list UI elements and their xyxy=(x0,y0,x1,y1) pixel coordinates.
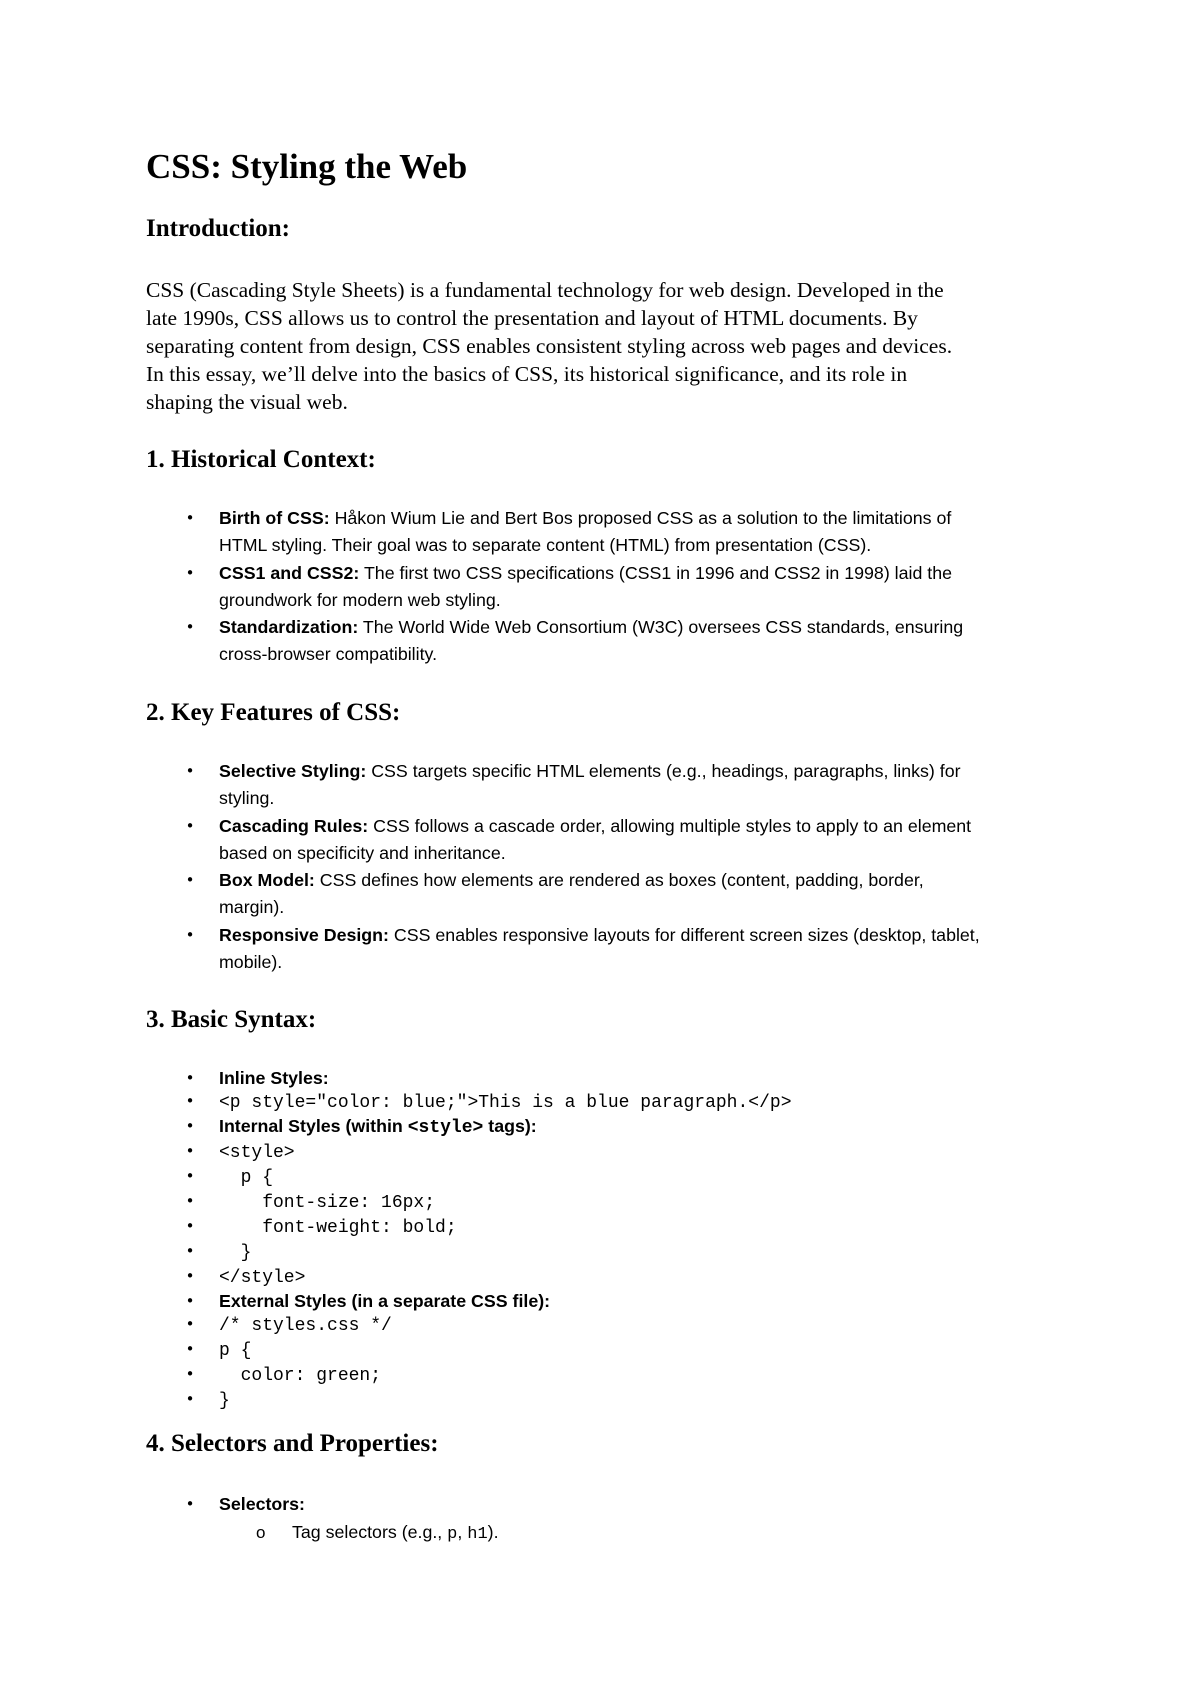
item-label: Standardization: xyxy=(219,617,359,638)
internal-styles-label xyxy=(219,1116,537,1136)
code-line: p { xyxy=(219,1168,274,1188)
circle-bullet-icon: o xyxy=(256,1523,266,1542)
item-label: Birth of CSS: xyxy=(219,508,330,528)
sub-item-text: ). xyxy=(487,1522,499,1542)
code-line: <style> xyxy=(219,1143,295,1163)
list-item xyxy=(0,1165,1100,1190)
list-item xyxy=(0,1115,1100,1140)
item-line: margin). xyxy=(219,897,285,918)
code-line: font-weight: bold; xyxy=(219,1218,457,1238)
list-item xyxy=(0,505,1100,560)
list-item xyxy=(0,867,1100,922)
inline-styles-label: Inline Styles: xyxy=(219,1068,329,1088)
list-item xyxy=(0,1363,1100,1388)
code-line: color: green; xyxy=(219,1366,382,1386)
bullet-icon: • xyxy=(185,871,195,890)
item-line xyxy=(219,813,1100,840)
selectors-heading: 4. Selectors and Properties: xyxy=(146,1430,439,1457)
bullet-icon: • xyxy=(185,816,195,835)
selectors-label: Selectors: xyxy=(219,1494,305,1514)
item-text: CSS defines how elements are rendered as boxes (content, padding, border, xyxy=(314,870,924,891)
bullet-icon: • xyxy=(185,762,195,780)
intro-heading: Introduction: xyxy=(146,215,291,242)
bullet-icon: • xyxy=(185,1315,195,1333)
item-line xyxy=(219,867,1100,894)
list-item xyxy=(0,922,1100,977)
item-text: The World Wide Web Consortium (W3C) oversees CSS standards, ensuring xyxy=(358,617,964,638)
list-item xyxy=(0,1215,1100,1240)
inline-code: <style> xyxy=(407,1118,484,1138)
code-line: } xyxy=(219,1243,252,1263)
list-item xyxy=(0,1338,1100,1363)
intro-line: late 1990s, CSS allows us to control the presentation and layout of HTML documents. By xyxy=(146,306,918,330)
selectors-list xyxy=(0,1491,1100,1518)
item-label: CSS1 and CSS2: xyxy=(219,562,360,583)
item-line: styling. xyxy=(219,788,275,809)
bullet-icon: • xyxy=(185,1192,195,1210)
list-item xyxy=(0,1067,1100,1090)
item-label: Cascading Rules: xyxy=(219,815,369,836)
inline-code: h1 xyxy=(467,1525,488,1544)
intro-line: CSS (Cascading Style Sheets) is a fundamental technology for web design. Developed in the xyxy=(146,278,944,302)
item-text: CSS targets specific HTML elements (e.g., headings, paragraphs, links) for xyxy=(366,761,961,781)
bullet-icon: • xyxy=(185,1117,195,1135)
list-item xyxy=(0,614,1100,669)
sub-item-text: Tag selectors (e.g., xyxy=(292,1522,448,1542)
code-line: font-size: 16px; xyxy=(219,1193,436,1213)
item-line xyxy=(219,505,1100,532)
label-text: Internal Styles (within xyxy=(219,1116,408,1136)
code-line: <p style="color: blue;">This is a blue paragraph.</p> xyxy=(219,1093,792,1113)
code-line: /* styles.css */ xyxy=(219,1316,392,1336)
item-line: groundwork for modern web styling. xyxy=(219,589,501,610)
bullet-icon: • xyxy=(185,618,195,637)
label-text: tags): xyxy=(483,1116,537,1136)
item-text: Håkon Wium Lie and Bert Bos proposed CSS as a solution to the limitations of xyxy=(329,508,952,528)
list-item xyxy=(0,1491,1100,1518)
intro-line: shaping the visual web. xyxy=(146,390,348,414)
sub-list-item xyxy=(0,1519,499,1548)
item-line: mobile). xyxy=(219,952,283,973)
features-list xyxy=(0,758,1100,976)
code-line: </style> xyxy=(219,1268,306,1288)
list-item xyxy=(0,1090,1100,1115)
list-item xyxy=(0,1290,1100,1313)
historical-heading: 1. Historical Context: xyxy=(146,446,376,473)
bullet-icon: • xyxy=(185,1340,195,1358)
list-item xyxy=(0,758,1100,813)
bullet-icon: • xyxy=(185,1142,195,1160)
item-line: cross-browser compatibility. xyxy=(219,644,438,665)
sub-item-text: , xyxy=(457,1522,468,1542)
item-label: Responsive Design: xyxy=(219,924,389,945)
list-item xyxy=(0,1240,1100,1265)
list-item xyxy=(0,1313,1100,1338)
item-line xyxy=(219,560,1100,587)
item-line: based on specificity and inheritance. xyxy=(219,842,506,863)
item-text: CSS enables responsive layouts for different screen sizes (desktop, tablet, xyxy=(388,924,980,945)
list-item xyxy=(0,813,1100,868)
bullet-icon: • xyxy=(185,509,195,527)
bullet-icon: • xyxy=(185,1495,195,1513)
code-line: } xyxy=(219,1391,230,1411)
bullet-icon: • xyxy=(185,1242,195,1260)
document-title: CSS: Styling the Web xyxy=(146,147,468,186)
bullet-icon: • xyxy=(185,1292,195,1310)
list-item xyxy=(0,1140,1100,1165)
item-line xyxy=(219,758,1100,785)
bullet-icon: • xyxy=(185,1167,195,1185)
item-line xyxy=(219,922,1100,949)
bullet-icon: • xyxy=(185,563,195,582)
item-text: The first two CSS specifications (CSS1 in 1996 and CSS2 in 1998) laid the xyxy=(359,562,953,583)
selectors-sublist xyxy=(0,1519,499,1548)
item-label: Selective Styling: xyxy=(219,761,367,781)
item-line xyxy=(219,614,1100,641)
list-item xyxy=(0,1388,1100,1413)
code-line: p { xyxy=(219,1341,252,1361)
bullet-icon: • xyxy=(185,1365,195,1383)
bullet-icon: • xyxy=(185,925,195,944)
inline-code: p xyxy=(447,1525,458,1544)
intro-paragraph xyxy=(146,276,1066,416)
item-text: CSS follows a cascade order, allowing multiple styles to apply to an element xyxy=(368,815,972,836)
item-line: HTML styling. Their goal was to separate content (HTML) from presentation (CSS). xyxy=(219,535,872,556)
syntax-heading: 3. Basic Syntax: xyxy=(146,1006,317,1033)
list-item xyxy=(0,1190,1100,1215)
features-heading: 2. Key Features of CSS: xyxy=(146,699,401,726)
intro-line: separating content from design, CSS enables consistent styling across web pages and devices. xyxy=(146,334,953,358)
list-item xyxy=(0,560,1100,615)
bullet-icon: • xyxy=(185,1069,195,1087)
intro-line: In this essay, we’ll delve into the basics of CSS, its historical significance, and its role in xyxy=(146,362,908,386)
list-item xyxy=(0,1265,1100,1290)
external-styles-label: External Styles (in a separate CSS file): xyxy=(219,1291,551,1311)
bullet-icon: • xyxy=(185,1390,195,1408)
bullet-icon: • xyxy=(185,1267,195,1285)
item-label: Box Model: xyxy=(219,870,315,891)
bullet-icon: • xyxy=(185,1217,195,1235)
historical-list xyxy=(0,505,1100,669)
bullet-icon: • xyxy=(185,1092,195,1110)
syntax-list xyxy=(0,1067,1100,1413)
